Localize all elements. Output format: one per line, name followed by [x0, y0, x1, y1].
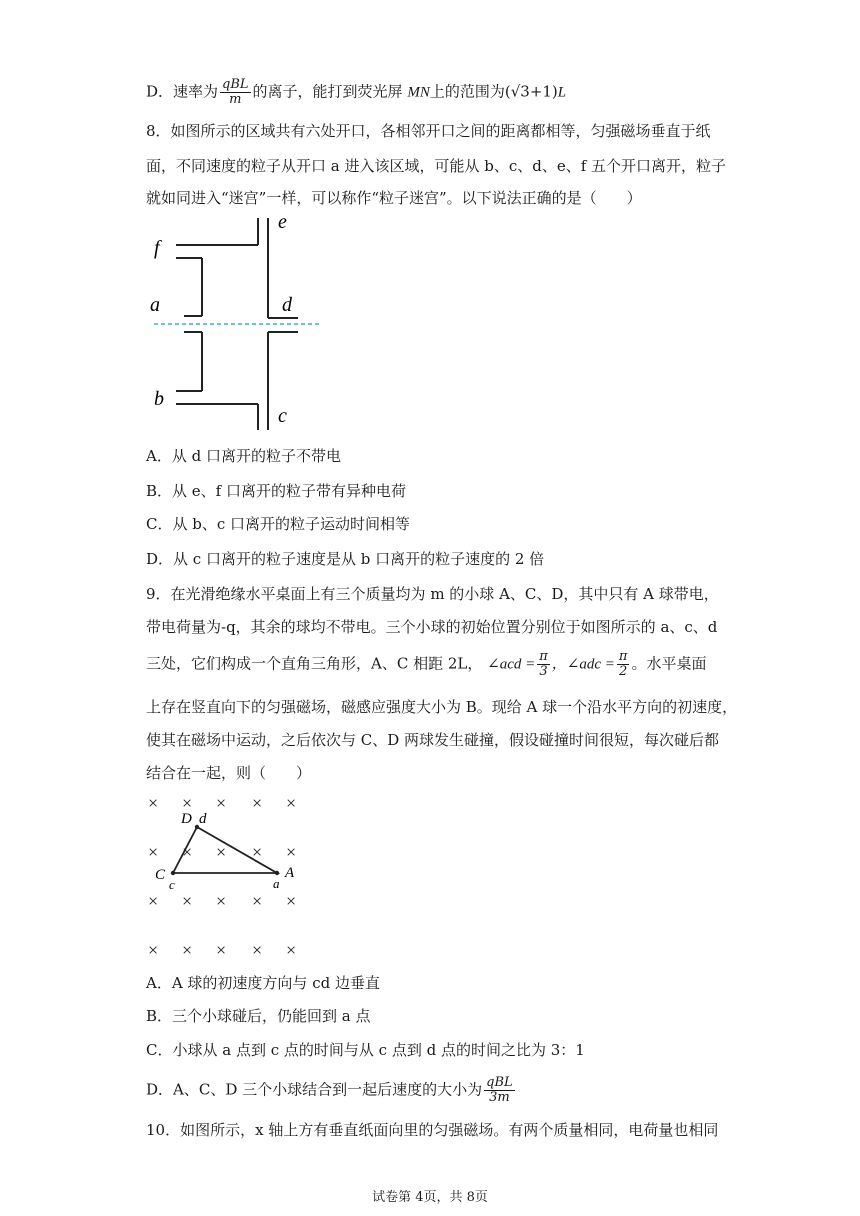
label-a: a [150, 294, 160, 316]
cross-icon: × [286, 891, 297, 911]
q7-optd-mid: 的离子，能打到荧光屏 [252, 82, 403, 101]
label-f: f [154, 237, 160, 259]
cross-icon: × [148, 793, 159, 813]
cross-icon: × [182, 891, 193, 911]
q9-angle2-num: π [618, 649, 628, 664]
q7-option-d [146, 78, 566, 107]
cross-icon: × [148, 891, 159, 911]
q9-optd-prefix: D．A、C、D 三个小球结合到一起后速度的大小为 [146, 1080, 483, 1099]
cross-icon: × [252, 891, 263, 911]
cross-icon: × [286, 793, 297, 813]
label-A: A [285, 865, 295, 881]
label-C: C [155, 867, 166, 883]
q10-line-1: 10．如图所示，x 轴上方有垂直纸面向里的匀强磁场。有两个质量相同，电荷量也相同 [146, 1121, 719, 1139]
q9-angle1-frac [537, 650, 550, 679]
q9-triangle-figure [140, 790, 320, 962]
q9-optd-num: qBL [486, 1075, 513, 1090]
q8-option-a: A．从 d 口离开的粒子不带电 [146, 447, 341, 465]
q9-angle2: ，∠adc = [551, 656, 615, 673]
q7-optd-mn: MN [407, 84, 430, 101]
q7-frac-num: qBL [222, 77, 249, 92]
q9-angle1-num: π [539, 649, 548, 664]
cross-icon: × [148, 842, 159, 862]
q7-frac-den: m [229, 92, 242, 107]
label-d: d [282, 294, 292, 316]
q9-option-c: C．小球从 a 点到 c 点的时间与从 c 点到 d 点的时间之比为 3：1 [146, 1041, 585, 1059]
label-c-small: c [169, 877, 175, 892]
q7-optd-mid2: 上的范围为( [429, 82, 511, 101]
label-b: b [154, 388, 164, 410]
q7-optd-sqrt: √3 [510, 82, 530, 101]
cross-icon: × [182, 842, 193, 862]
q8-line-2: 面，不同速度的粒子从开口 a 进入该区域，可能从 b、c、d、e、f 五个开口离开，粒子 [146, 157, 727, 175]
q7-optd-prefix: D．速率为 [146, 82, 219, 101]
cross-icon: × [216, 940, 227, 960]
cross-icon: × [216, 891, 227, 911]
q9-optd-den: 3m [489, 1090, 510, 1105]
q9-line-4: 上存在竖直向下的匀强磁场，磁感应强度大小为 B。现给 A 球一个沿水平方向的初速度， [146, 698, 738, 716]
q9-line-3 [146, 650, 706, 679]
q7-optd-L: L [557, 84, 567, 101]
q9-option-b: B．三个小球碰后，仍能回到 a 点 [146, 1007, 371, 1025]
q9-option-a: A．A 球的初速度方向与 cd 边垂直 [146, 974, 380, 992]
cross-icon: × [148, 940, 159, 960]
q9-line-1: 9．在光滑绝缘水平桌面上有三个质量均为 m 的小球 A、C、D，其中只有 A 球带电， [146, 585, 719, 603]
cross-icon: × [216, 842, 227, 862]
q9-line-6: 结合在一起，则（ ） [146, 764, 312, 782]
cross-icon: × [182, 940, 193, 960]
label-c: c [278, 405, 287, 427]
q9-angle-tail: 。水平桌面 [631, 654, 707, 673]
page-footer: 试卷第 4页，共 8页 [372, 1190, 488, 1205]
cross-icon: × [286, 940, 297, 960]
q9-angle1: ∠acd = [487, 656, 536, 673]
label-D: D [181, 811, 192, 827]
q8-maze-figure [140, 208, 340, 438]
cross-icon: × [182, 793, 193, 813]
q9-line-2: 带电荷量为-q，其余的球均不带电。三个小球的初始位置分别位于如图所示的 a、c、d [146, 618, 718, 636]
q8-line-1: 8．如图所示的区域共有六处开口，各相邻开口之间的距离都相等，匀强磁场垂直于纸 [146, 122, 711, 140]
q9-line-3-text: 三处，它们构成一个直角三角形，A、C 相距 2L， [146, 654, 483, 673]
q9-option-d [146, 1076, 517, 1105]
q9-angle1-den: 3 [539, 664, 548, 679]
label-a-small: a [273, 876, 280, 891]
q8-line-3: 就如同进入“迷宫”一样，可以称作“粒子迷宫”。以下说法正确的是（ ） [146, 189, 642, 207]
q7-optd-tail: +1) [529, 82, 558, 101]
label-e: e [278, 211, 287, 233]
cross-icon: × [252, 940, 263, 960]
q9-optd-fraction [484, 1076, 515, 1105]
q9-angle2-frac [617, 650, 630, 679]
q9-line-5: 使其在磁场中运动，之后依次与 C、D 两球发生碰撞，假设碰撞时间很短，每次碰后都 [146, 731, 720, 749]
q8-option-c: C．从 b、c 口离开的粒子运动时间相等 [146, 515, 411, 533]
cross-icon: × [252, 842, 263, 862]
cross-icon: × [286, 842, 297, 862]
q7-optd-fraction [220, 78, 251, 107]
cross-icon: × [216, 793, 227, 813]
cross-icon: × [252, 793, 263, 813]
q8-option-d: D．从 c 口离开的粒子速度是从 b 口离开的粒子速度的 2 倍 [146, 550, 545, 568]
q8-option-b: B．从 e、f 口离开的粒子带有异种电荷 [146, 482, 406, 500]
label-d-small: d [199, 811, 207, 827]
q9-angle2-den: 2 [619, 664, 628, 679]
